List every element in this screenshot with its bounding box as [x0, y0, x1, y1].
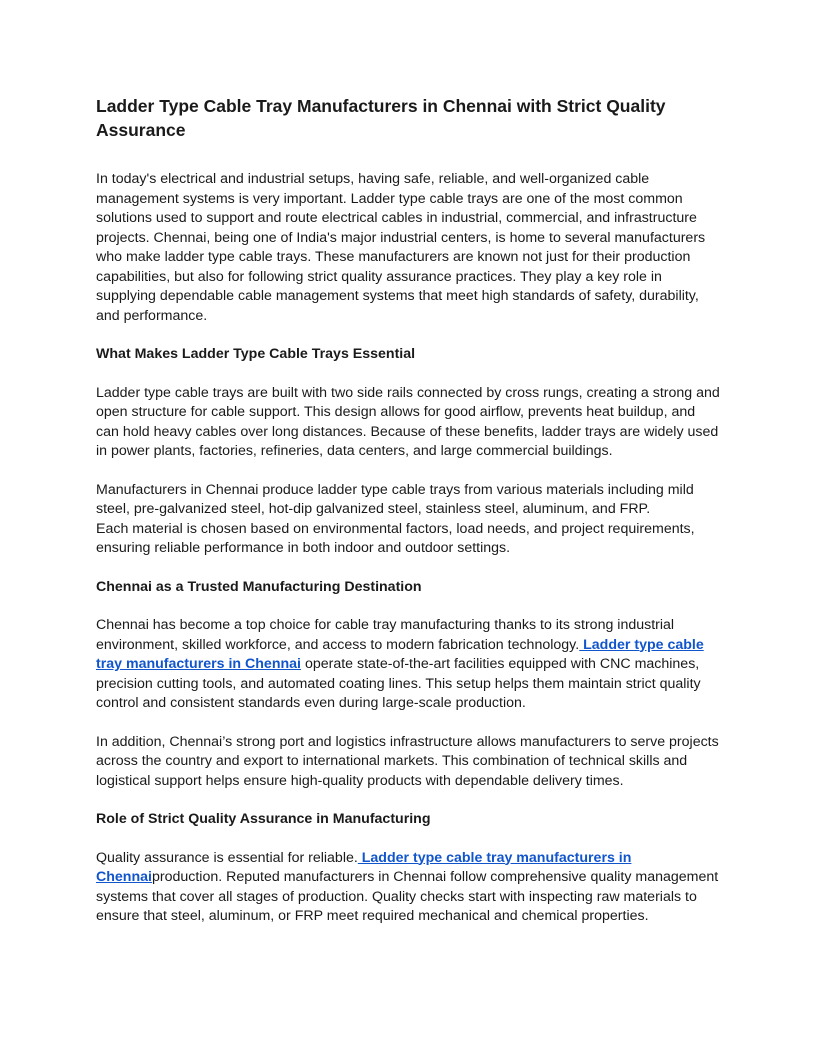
section1-paragraph-2	[96, 481, 720, 559]
section1-paragraph-2-line1: Manufacturers in Chennai produce ladder type cable trays from various materials including mild steel, pre-galvanized steel, hot-dip galvanized steel, stainless steel, aluminum, and FRP.	[96, 481, 694, 517]
section-heading-quality: Role of Strict Quality Assurance in Manufacturing	[96, 811, 431, 827]
section3-text-after-link: production. Reputed manufacturers in Chennai follow comprehensive quality management systems that cover all stages of production. Quality checks start with inspecting raw materials to ensure that steel, aluminum, or FRP meet required mechanical and chemical properties.	[96, 869, 719, 924]
section2-paragraph-2: In addition, Chennai’s strong port and logistics infrastructure allows manufacturers to serve projects across the country and export to international markets. This combination of technical skills and logistical support helps ensure high-quality products with dependable delivery times.	[96, 733, 719, 789]
section2-text-after-link: operate state-of-the-art facilities equipped with CNC machines, precision cutting tools, and automated coating lines. This setup helps them maintain strict quality control and consistent standards even during large-scale production.	[96, 656, 701, 711]
section2-text-before-link: Chennai has become a top choice for cable tray manufacturing thanks to its strong industrial environment, skilled workforce, and access to modern fabrication technology.	[96, 617, 675, 653]
section-heading-chennai: Chennai as a Trusted Manufacturing Destination	[96, 578, 422, 595]
manufacturers-link-2[interactable]: Ladder type cable tray manufacturers in Chennai	[96, 849, 632, 885]
manufacturers-link-1[interactable]: Ladder type cable tray manufacturers in Chennai	[96, 636, 704, 672]
section3-paragraph-1	[96, 849, 720, 927]
section-heading-essential: What Makes Ladder Type Cable Trays Essential	[96, 346, 416, 362]
section2-paragraph-1	[96, 616, 720, 714]
document-title: Ladder Type Cable Tray Manufacturers in Chennai with Strict Quality Assurance	[96, 96, 666, 140]
section1-paragraph-1: Ladder type cable trays are built with two side rails connected by cross rungs, creating a strong and open structure for cable support. This design allows for good airflow, prevents heat buildup, and can hold heavy cables over long distances. Because of these benefits, ladder trays are widely used in power plants, factories, refineries, data centers, and large commercial buildings.	[96, 384, 720, 459]
section3-text-before-link: Quality assurance is essential for reliable.	[96, 849, 358, 866]
intro-paragraph: In today's electrical and industrial setups, having safe, reliable, and well-organized cable management systems is very important. Ladder type cable trays are one of the most common solutions used to support and route electrical cables in industrial, commercial, and infrastructure projects. Chennai, being one of India's major industrial centers, is home to several manufacturers who make ladder type cable trays. These manufacturers are known not just for their production capabilities, but also for following strict quality assurance practices. They play a key role in supplying dependable cable management systems that meet high standards of safety, durability, and performance.	[96, 171, 706, 324]
section1-paragraph-2-line2: Each material is chosen based on environmental factors, load needs, and project requirements, ensuring reliable performance in both indoor and outdoor settings.	[96, 520, 695, 556]
